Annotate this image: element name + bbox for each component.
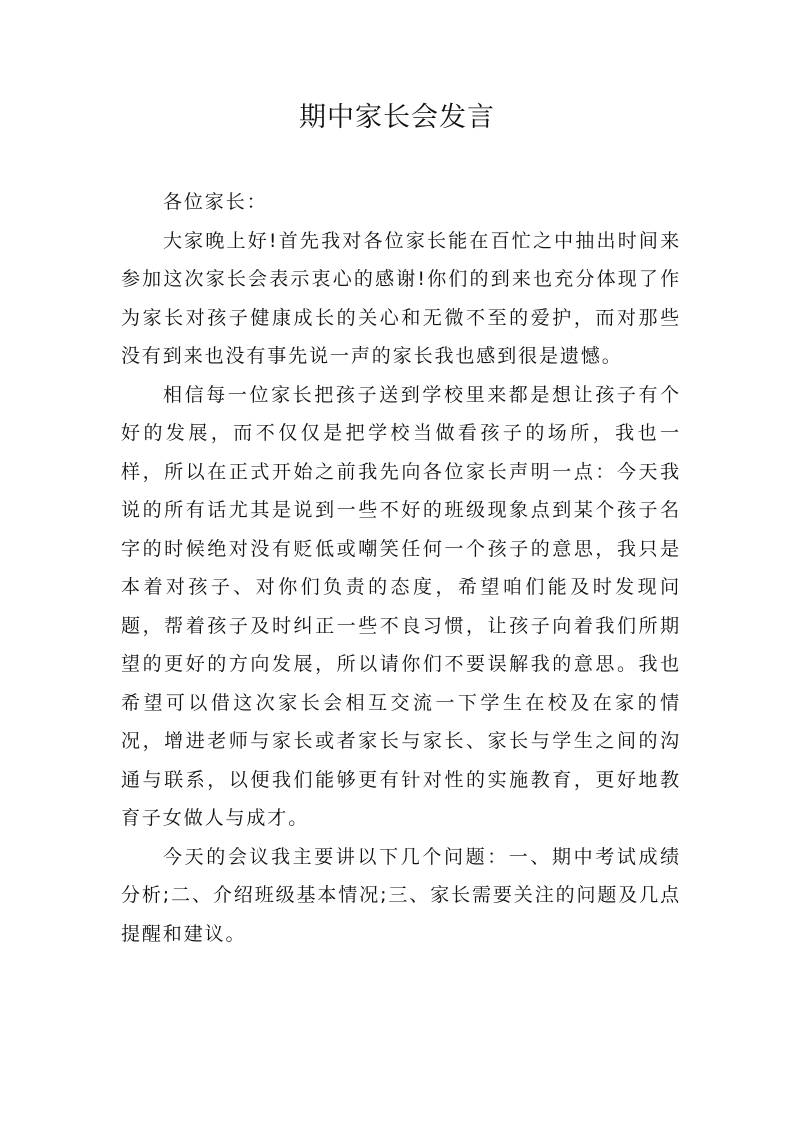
greeting: 各位家长： bbox=[163, 191, 268, 213]
paragraph-opening: 大家晚上好!首先我对各位家长能在百忙之中抽出时间来参加这次家长会表示衷心的感谢!你们的到来也充分体现了作为家长对孩子健康成长的关心和无微不至的爱护，而对那些没有到来也没有事先说一声的家长我也感到很是遗憾。 bbox=[121, 229, 681, 367]
paragraph-agenda: 今天的会议我主要讲以下几个问题：一、期中考试成绩分析;二、介绍班级基本情况;三、家长需要关注的问题及几点提醒和建议。 bbox=[121, 845, 682, 945]
document-body bbox=[121, 183, 681, 953]
document-title: 期中家长会发言 bbox=[299, 102, 495, 133]
paragraph-statement: 相信每一位家长把孩子送到学校里来都是想让孩子有个好的发展，而不仅仅是把学校当做看孩子的场所，我也一样，所以在正式开始之前我先向各位家长声明一点：今天我说的所有话尤其是说到一些不好的班级现象点到某个孩子名字的时候绝对没有贬低或嘲笑任何一个孩子的意思，我只是本着对孩子、对你们负责的态度，希望咱们能及时发现问题，帮着孩子及时纠正一些不良习惯，让孩子向着我们所期望的更好的方向发展，所以请你们不要误解我的意思。我也希望可以借这次家长会相互交流一下学生在校及在家的情况，增进老师与家长或者家长与家长、家长与学生之间的沟通与联系，以便我们能够更有针对性的实施教育，更好地教育子女做人与成才。 bbox=[121, 383, 681, 829]
